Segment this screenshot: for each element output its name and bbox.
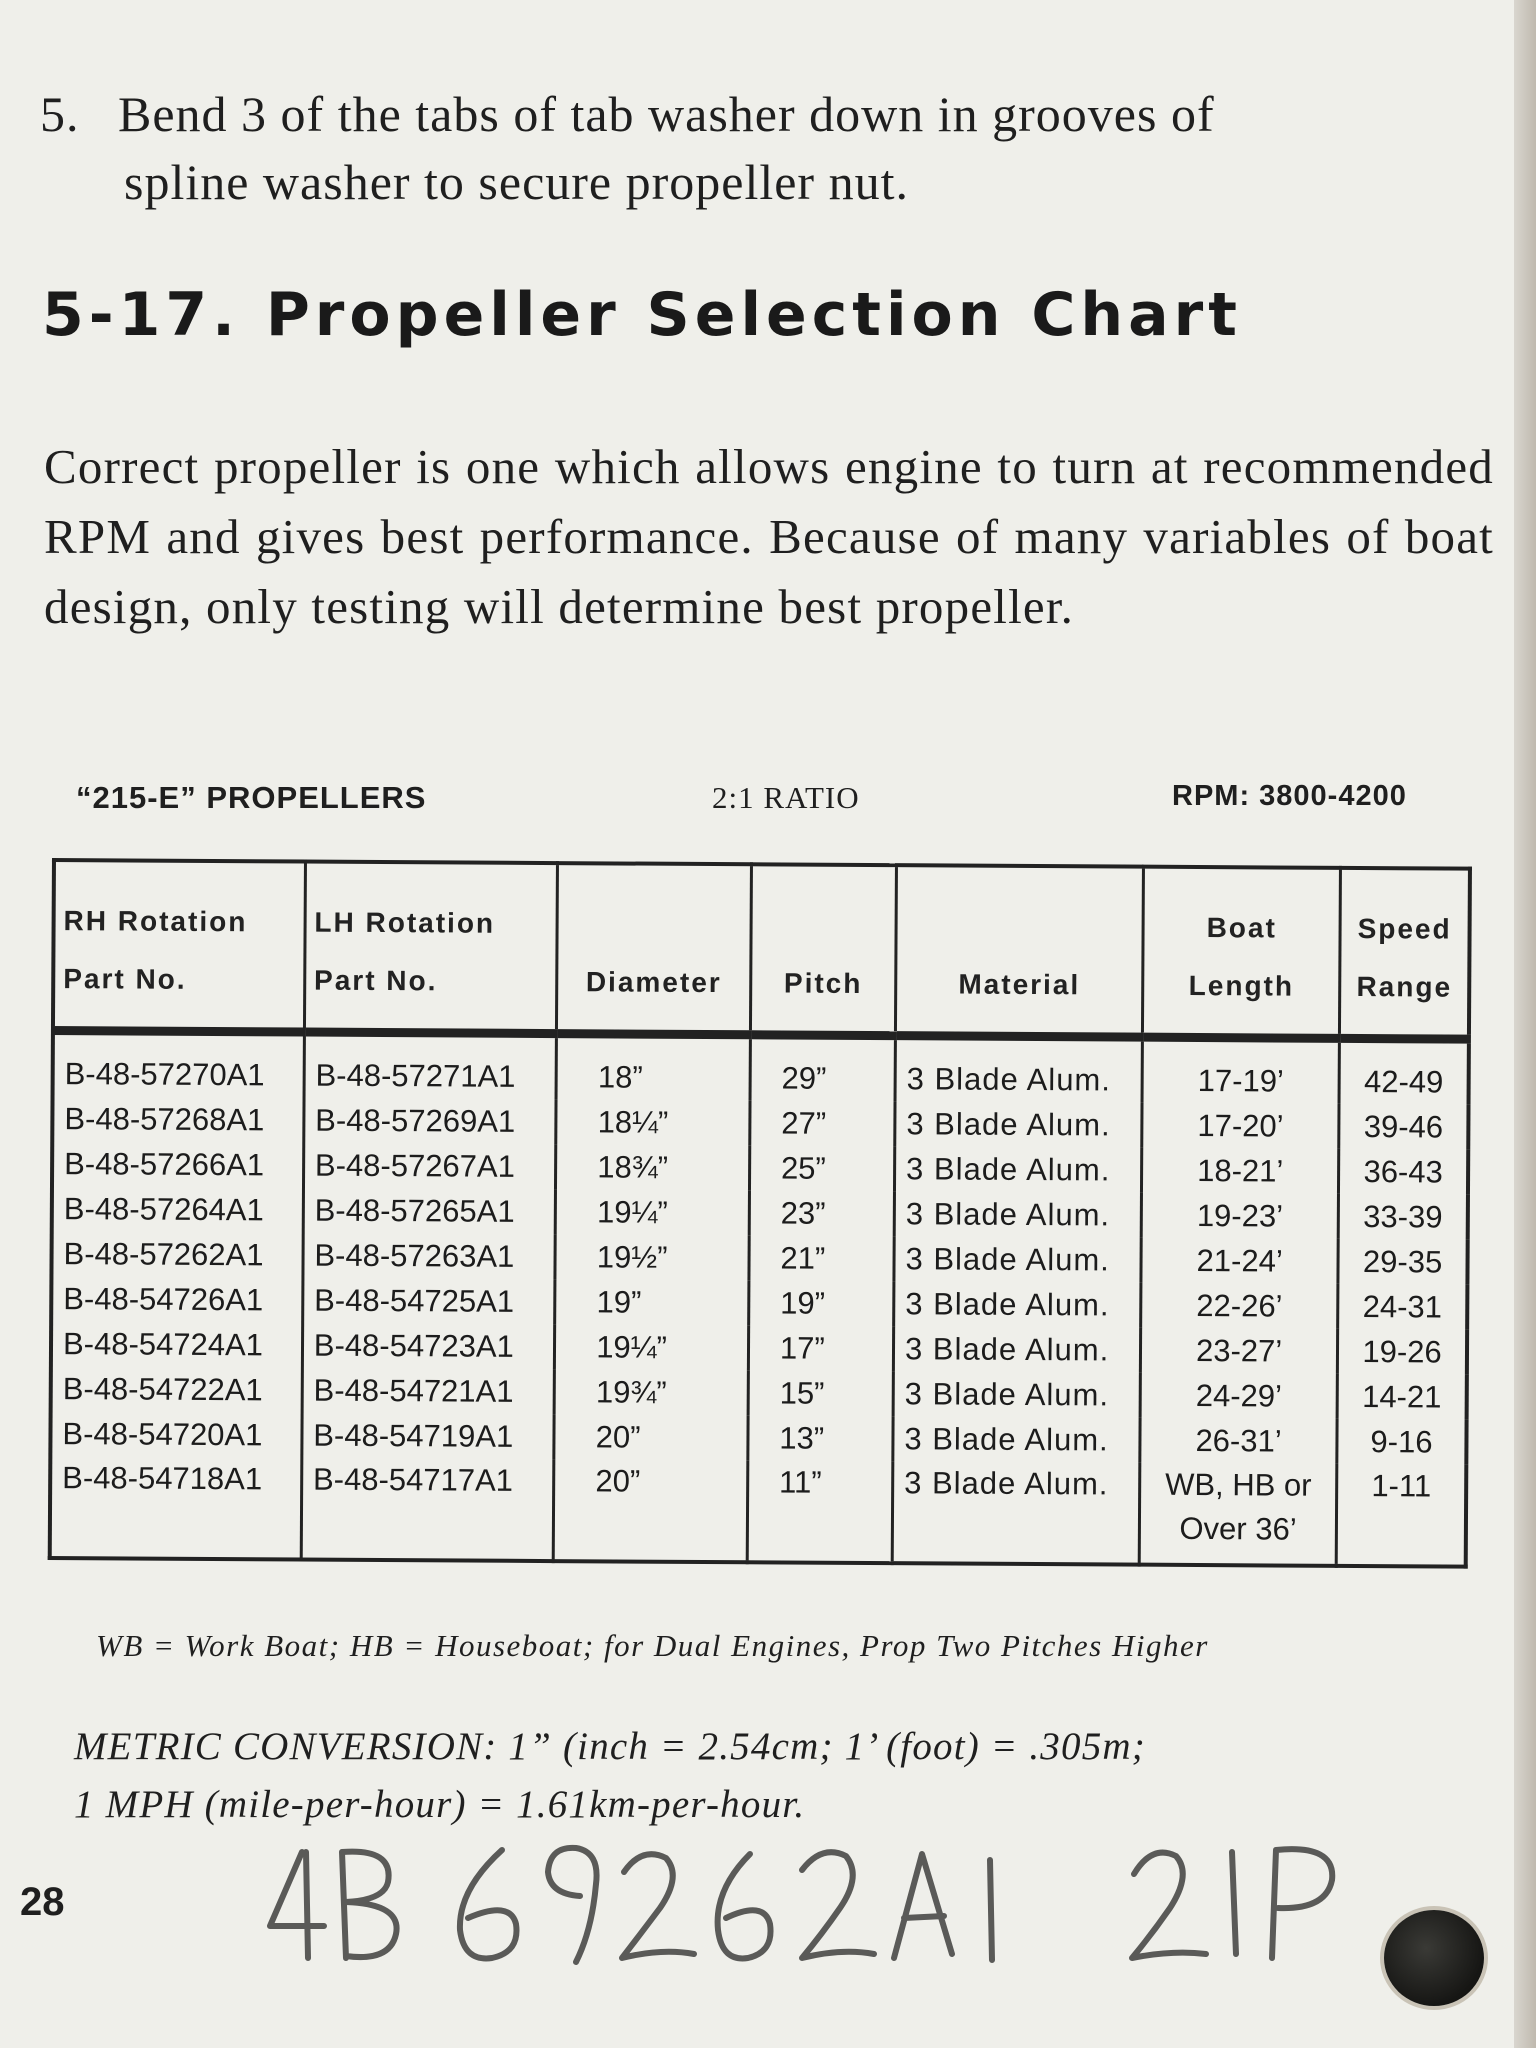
speed-range-cell: 33-39 [1338, 1194, 1468, 1240]
lh-part-cell: B-48-57265A1 [303, 1188, 556, 1235]
lh-part-cell: B-48-54721A1 [302, 1368, 555, 1415]
material-cell: 3 Blade Alum. [894, 1281, 1141, 1328]
rh-part-cell: B-48-54720A1 [50, 1411, 302, 1458]
material-cell: 3 Blade Alum. [895, 1101, 1142, 1148]
step-line-2: spline washer to secure propeller nut. [124, 154, 909, 210]
material-cell: 3 Blade Alum. [893, 1371, 1140, 1418]
material-cell: 3 Blade Alum. [893, 1326, 1140, 1373]
lh-part-cell: B-48-54719A1 [302, 1413, 555, 1460]
material-cell: 3 Blade Alum. [892, 1461, 1140, 1565]
lh-part-cell: B-48-57271A1 [304, 1032, 557, 1099]
header-speed-range: Speed Range [1340, 868, 1470, 1039]
pitch-cell: 21” [749, 1235, 894, 1281]
lh-part-cell: B-48-54725A1 [303, 1278, 556, 1325]
boat-length-cell: 17-19’ [1142, 1037, 1339, 1104]
header-rh-part: RH Rotation Part No. [53, 860, 305, 1032]
pitch-cell: 27” [750, 1100, 895, 1146]
handwritten-note [262, 1830, 1382, 1970]
metric-conversion [74, 1718, 1494, 1834]
pitch-cell: 23” [749, 1190, 894, 1236]
diameter-cell: 18” [556, 1034, 750, 1101]
propeller-model-label: “215-E” PROPELLERS [76, 780, 427, 815]
diameter-cell: 18¾” [556, 1144, 750, 1190]
section-title: 5-17. Propeller Selection Chart [42, 280, 1242, 350]
speed-range-cell: 29-35 [1338, 1239, 1468, 1285]
rh-part-cell: B-48-54726A1 [51, 1276, 303, 1323]
boat-length-cell: 23-27’ [1141, 1328, 1338, 1374]
diameter-cell: 19¼” [555, 1189, 749, 1235]
pitch-cell: 11” [747, 1460, 893, 1563]
rh-part-cell: B-48-57268A1 [52, 1096, 304, 1143]
rh-part-cell: B-48-57264A1 [52, 1186, 304, 1233]
boat-length-cell: WB, HB or Over 36’ [1139, 1463, 1337, 1566]
propeller-table [48, 858, 1472, 1569]
boat-length-cell: 19-23’ [1141, 1193, 1338, 1239]
header-pitch: Pitch [750, 864, 896, 1035]
speed-range-cell: 1-11 [1336, 1464, 1466, 1567]
speed-range-cell: 9-16 [1337, 1419, 1467, 1465]
diameter-cell: 20” [553, 1459, 747, 1562]
rh-part-cell: B-48-54724A1 [51, 1321, 303, 1368]
pitch-cell: 15” [748, 1370, 893, 1416]
speed-range-cell: 24-31 [1338, 1284, 1468, 1330]
pitch-cell: 25” [749, 1145, 894, 1191]
diameter-cell: 19¼” [555, 1324, 749, 1370]
boat-length-cell: 21-24’ [1141, 1238, 1338, 1284]
diameter-cell: 18¼” [556, 1099, 750, 1145]
ratio-label: 2:1 RATIO [712, 780, 860, 815]
table-row [53, 1031, 1469, 1105]
speed-range-cell: 39-46 [1339, 1104, 1469, 1150]
rh-part-cell: B-48-57270A1 [53, 1031, 305, 1098]
speed-range-cell: 19-26 [1337, 1329, 1467, 1375]
step-5 [40, 80, 1510, 216]
header-material: Material [895, 865, 1143, 1037]
speed-range-cell: 36-43 [1339, 1149, 1469, 1195]
pitch-cell: 19” [749, 1280, 894, 1326]
binder-hole [1384, 1910, 1484, 2006]
step-line-1: Bend 3 of the tabs of tab washer down in grooves of [118, 86, 1215, 142]
boat-length-cell: 18-21’ [1142, 1148, 1339, 1194]
footnote: WB = Work Boat; HB = Houseboat; for Dual Engines, Prop Two Pitches Higher [96, 1628, 1209, 1663]
metric-line-2: 1 MPH (mile-per-hour) = 1.61km-per-hour. [74, 1783, 806, 1826]
rh-part-cell: B-48-57262A1 [51, 1231, 303, 1278]
step-number: 5. [40, 86, 80, 142]
lh-part-cell: B-48-54717A1 [301, 1458, 554, 1562]
diameter-cell: 19¾” [554, 1369, 748, 1415]
speed-range-cell: 14-21 [1337, 1374, 1467, 1420]
header-boat-length: Boat Length [1143, 867, 1341, 1039]
boat-length-cell: 24-29’ [1140, 1373, 1337, 1419]
header-lh-part: LH Rotation Part No. [304, 862, 557, 1034]
material-cell: 3 Blade Alum. [893, 1416, 1140, 1463]
intro-paragraph: Correct propeller is one which allows engine to turn at recommended RPM and gives best performance. Because of many variables of boat design, only testing will determine best propeller. [44, 439, 1494, 634]
lh-part-cell: B-48-57263A1 [303, 1233, 556, 1280]
page-number: 28 [20, 1880, 65, 1924]
lh-part-cell: B-48-57267A1 [303, 1143, 556, 1190]
pitch-cell: 13” [748, 1415, 893, 1461]
table-row [50, 1456, 1467, 1567]
rpm-label: RPM: 3800-4200 [1172, 780, 1407, 812]
material-cell: 3 Blade Alum. [894, 1191, 1141, 1238]
pitch-cell: 17” [748, 1325, 893, 1371]
diameter-cell: 19” [555, 1279, 749, 1325]
rh-part-cell: B-48-54722A1 [51, 1366, 303, 1413]
material-cell: 3 Blade Alum. [895, 1036, 1143, 1103]
metric-line-1: METRIC CONVERSION: 1” (inch = 2.54cm; 1’ (foot) = .305m; [74, 1725, 1146, 1768]
boat-length-cell: 17-20’ [1142, 1103, 1339, 1149]
boat-length-cell: 22-26’ [1141, 1283, 1338, 1329]
pitch-cell: 29” [750, 1035, 895, 1101]
diameter-cell: 19½” [555, 1234, 749, 1280]
rh-part-cell: B-48-57266A1 [52, 1141, 304, 1188]
lh-part-cell: B-48-57269A1 [304, 1098, 557, 1145]
boat-length-cell: 26-31’ [1140, 1418, 1337, 1464]
speed-range-cell: 42-49 [1339, 1038, 1469, 1104]
rh-part-cell: B-48-54718A1 [50, 1456, 302, 1560]
material-cell: 3 Blade Alum. [894, 1146, 1141, 1193]
diameter-cell: 20” [554, 1414, 748, 1460]
table-header-row [53, 860, 1470, 1039]
material-cell: 3 Blade Alum. [894, 1236, 1141, 1283]
page-edge [1514, 0, 1536, 2048]
header-diameter: Diameter [557, 863, 752, 1035]
lh-part-cell: B-48-54723A1 [302, 1323, 555, 1370]
